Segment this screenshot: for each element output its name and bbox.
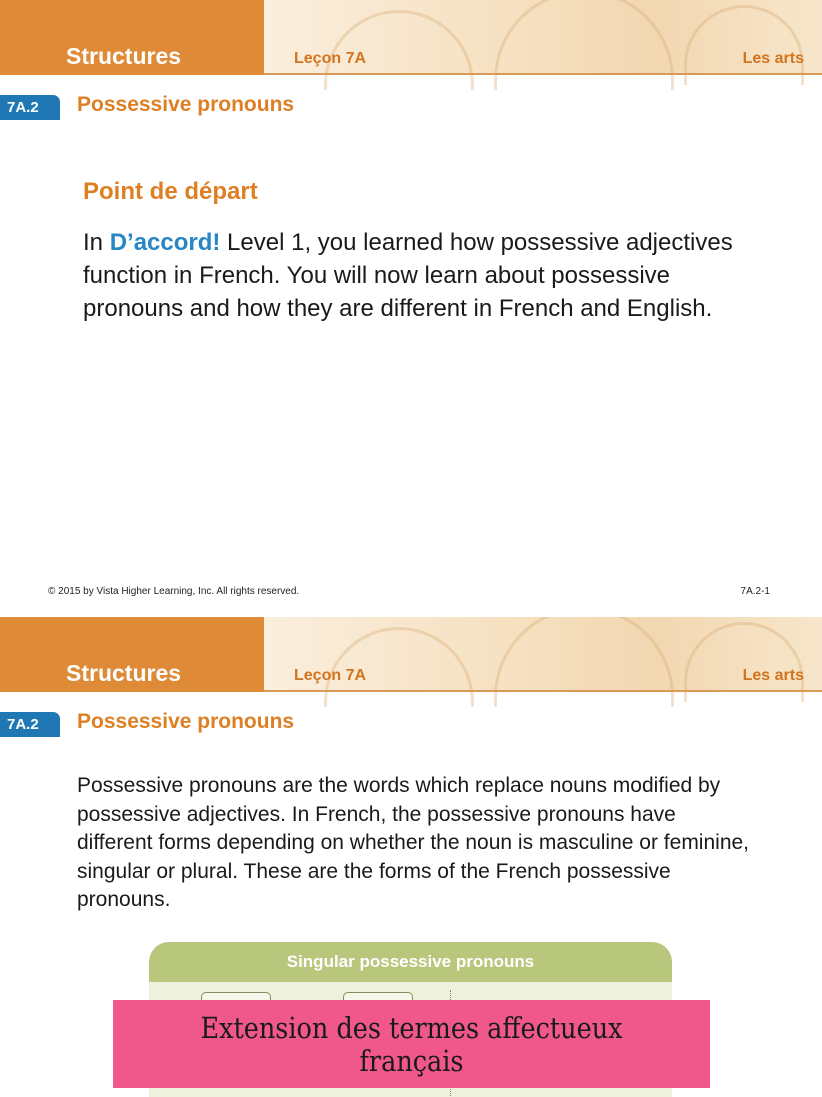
banner-line-1: Extension des termes affectueux — [200, 1011, 623, 1045]
lesson-label: Leçon 7A — [294, 667, 367, 684]
body-rest: Level 1, you learned how possessive adjectives function in French. You will now learn about possessive pronouns and how they are different in French and English. — [83, 229, 733, 322]
table-title: Singular possessive pronouns — [149, 942, 672, 982]
section-title: Possessive pronouns — [77, 710, 295, 733]
slide-header — [0, 0, 822, 75]
body-lead: In — [83, 229, 110, 256]
banner-text — [149, 1012, 674, 1078]
copyright: © 2015 by Vista Higher Learning, Inc. All rights reserved. — [48, 586, 300, 597]
arch-decoration — [494, 617, 674, 707]
body-paragraph: Possessive pronouns are the words which replace nouns modified by possessive adjectives. In French, the possessive pronouns have different forms depending on whether the noun is masculine or feminine, singular or plural. These are the forms of the French possessive pronouns. — [77, 774, 750, 911]
section-title: Possessive pronouns — [77, 93, 295, 116]
slide-header — [0, 617, 822, 692]
theme-label: Les arts — [742, 667, 804, 684]
header-title: Structures — [66, 660, 182, 686]
body-paragraph — [83, 226, 743, 325]
lesson-label: Leçon 7A — [294, 50, 367, 67]
arch-decoration — [494, 0, 674, 90]
header-rule — [264, 690, 822, 692]
slide-number: 7A.2-1 — [740, 586, 770, 597]
subtitle: Point de départ — [83, 178, 258, 205]
banner-line-2: français — [359, 1044, 464, 1078]
header-title: Structures — [66, 43, 182, 69]
section-badge: 7A.2 — [0, 712, 60, 737]
header-rule — [264, 73, 822, 75]
theme-label: Les arts — [742, 50, 804, 67]
section-badge: 7A.2 — [0, 95, 60, 120]
caption-banner — [113, 1000, 710, 1088]
brand-name: D’accord! — [109, 229, 221, 256]
